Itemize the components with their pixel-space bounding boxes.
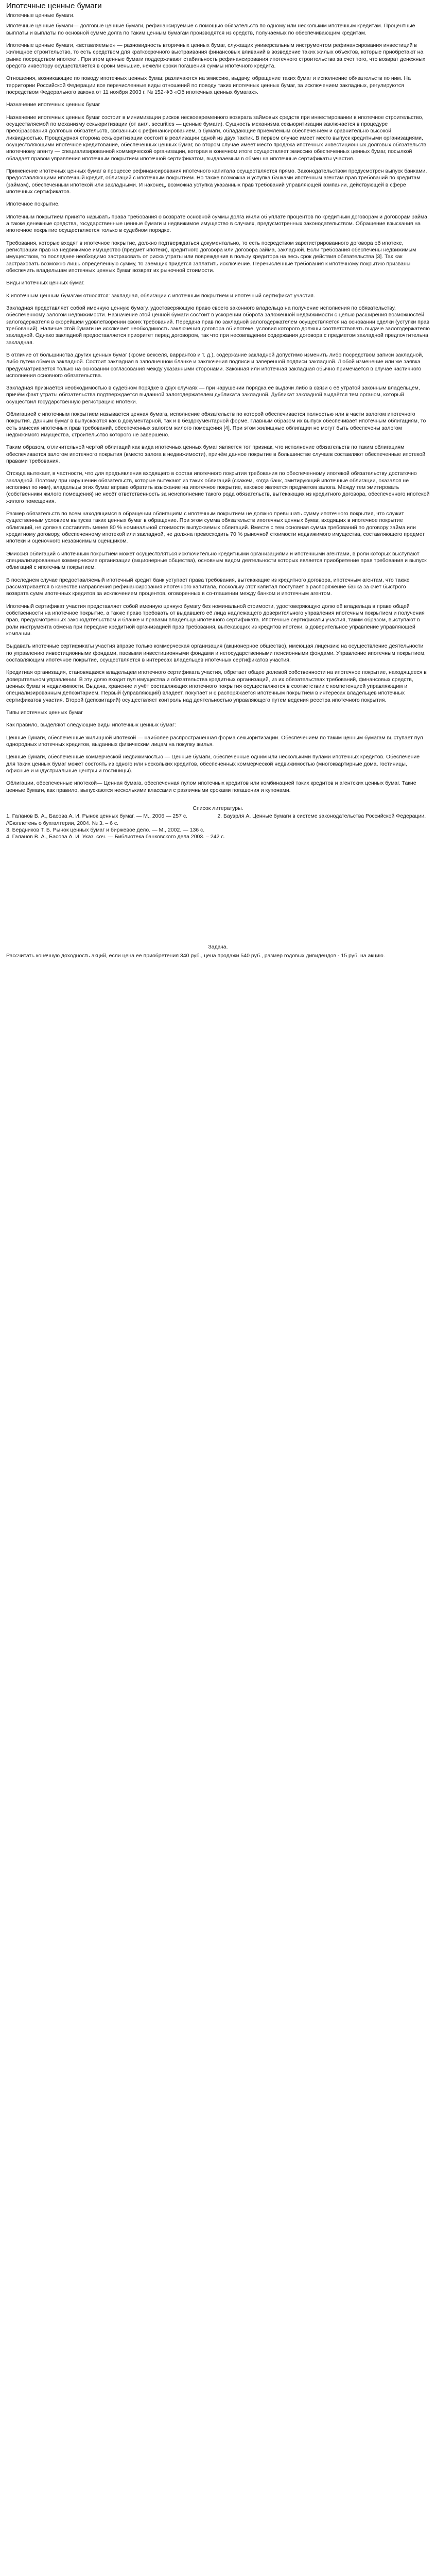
paragraph: Отношения, возникающие по поводу ипотечных ценных бумаг, различаются на эмиссию, выдачу, обращение таких бумаг и исполнение обязательств по ним. На территории Российской Федерации все перечисленные виды отношений по поводу таких ипотечных ценных бумаг, за исключением закладных, регулируются посредством Федерального закона от 11 ноября 2003 г. № 152-ФЗ «Об ипотечных ценных бумагах». (6, 75, 411, 95)
section-main (6, 214, 430, 794)
paragraph: Кредитная организация, становящаяся владельцем ипотечного сертификата участия, обретает общее долевой собственности на ипотечное покрытие, находящееся в доверительном управлении. В эту долю входит пул имущества и обязательства кредитных организаций, из их обязательствах требований, финансовых средств, ценных бумаг и недвижимости. Выдача, хранение и учёт составляющих ипотечного покрытия осуществляются в соответствии с компетенцией управляющим и специализированным депозитарием. Первый (управляющий) владеет, покупает и с распоряжается ипотечным покрытием в интересах владельцев ипотечных сертификатов участия. Второй (депозитарий) осуществляет контроль над деятельностью управляющего путем ведения реестра ипотечного покрытия. (6, 669, 427, 703)
paragraph: Назначение ипотечных ценных бумаг состоит в минимизации рисков несвоевременного возврата займовых средств при инвестировании в ипотечное строительство, осуществляемой по механизму секьюритизации (от англ. securities — ценные бумаги). Сущность механизма секьюритизации заключается в процедуре преобразования долговых обязательств, связанных с рефинансированием, в бумаги, обладающие приемлемым обеспечением и сравнительно высокой ликвидностью. Процедурная сторона секьюритизации состоит в реализации одной из двух тактик. В первом случае имеет место выпуск кредитными организациями, осуществляющими ипотечное кредитование, обеспеченных ценных бумаг, во втором случае имеет место продажа ипотечных инвестиционных долговых обязательств ипотечному агенту — специализированной коммерческой организации, которая в конечном итоге осуществляет эмиссию обеспеченных ценных бумаг, посылкой обладает правом управления ипотечным покрытием ипотечной сертификатом, выдаваемым в обмен на ипотечные сертификаты участия. (6, 114, 427, 162)
paragraph: Требования, которые входят в ипотечное покрытие, должно подтверждаться документально, то есть посредством зарегистрированного договора об ипотеке, регистрации прав на недвижимое имущество (предмет ипотеки), кредитного договора или договора займа, закладной. Если требования обеспечены недвижимым имуществом, то последнее необходимо застраховать от риска утраты или повреждения в пользу кредитора на весь срок действия обязательства [3]. Так как застраховать возможно лишь определенную сумму, то заемщик придется заплатить исключение. Перечисленные требования к ипотечному покрытию призваны обеспечить владельцам ипотечных ценных бумаг возврат их рыночной стоимости. (6, 240, 416, 274)
paragraph: Ипотечные ценные бумаги— долговые ценные бумаги, рефинансируемые с помощью обязательств по одному или нескольким ипотечным кредитам. Процентные выплаты и выплаты по основной сумме долга по таким ценным бумагам производятся из средств, получаемых по обеспечивающим кредитам. (6, 23, 415, 36)
paragraph: Применение ипотечных ценных бумаг в процессе рефинансирования ипотечного капитала осуществляется прямо. Законодательством предусмотрен выпуск банками, предоставляющими ипотечный кредит, облигаций с ипотечным покрытием. Но также возможна и уступка банками ипотечным агентам прав требований по кредитам (займам), обеспеченным ипотекой или закладными. И наконец, возможна уступка указанных прав требований управляющей компании, действующей в сфере ипотечных сертификатов. (6, 167, 427, 195)
references-title: Список литературы. (193, 805, 243, 811)
section-purpose (6, 101, 430, 208)
paragraph: К ипотечным ценным бумагам относятся: закладная, облигации с ипотечным покрытием и ипотечный сертификат участия. (6, 292, 315, 299)
paragraph: Облигацией с ипотечным покрытием называется ценная бумага, исполнение обязательств по которой обеспечивается полностью или в части залогом ипотечного покрытия. Данным бумаг в выпускаются как в документарной, так и в бездокументарной форме. Главным образом их выпуск обеспечивает ипотечным облигациям, то есть эмиссия ипотечных прав требований, обеспеченных залогом жилого помещения [4]. При этом жилищные облигации не могут быть обеспечены залогом недвижимого имущества, строительство которого не завершено. (6, 411, 426, 438)
task-section (6, 944, 430, 960)
task-text: Рассчитать конечную доходность акций, если цена ее приобретения 340 руб., цена продажи 540 руб., размер годовых дивидендов - 15 руб. на акцию. (6, 952, 385, 959)
paragraph: В отличие от большинства других ценных бумаг (кроме векселя, варрантов и т. д.), содержание закладной допустимо изменить либо посредством записи закладной, либо путем обмена закладной. Состоит закладная в заполненном бланке и заключения подписи и заверенной подписи закладной. Любой изменение или же заявка предусматривается только на основании согласования между указанными сторонами. Законная или ипотечная закладная обычно примечается в случае частичного исполнения основного обязательства. (6, 351, 424, 379)
paragraph: Виды ипотечных ценных бумаг. (6, 280, 85, 286)
paragraph: В последнем случае предоставляемый ипотечный кредит банк уступает права требования, вытекающие из кредитного договора, ипотечным агентам, что также рассматривается в качестве направления рефинансирования ипотечного капитала, поскольку этот капитал поступает в распоряжение банка за счёт быстрого возврата сумм ипотечных кредитов за исключением процентов, оговоренных в со-глашении между банком и ипотечным агентом. (6, 577, 410, 597)
document-page (0, 0, 436, 959)
blank-space (6, 841, 430, 944)
section-heading: Назначение ипотечных ценных бумаг (6, 101, 100, 108)
paragraph: Ипотечным покрытием принято называть права требования о возврате основной суммы долга и/или об уплате процентов по кредитным договорам и договорам займа, а также денежные средства, государственные ценные бумаги и недвижимое имущество в случаях, предусмотренных законодательством. Обращение взыскания на ипотечное покрытие осуществляется только в судебном порядке. (6, 213, 429, 234)
paragraph: Как правило, выделяют следующие виды ипотечных ценных бумаг: (6, 722, 176, 728)
reference-item: 3. Бердников Т. Б. Рынок ценных бумаг и биржевое дело. — М., 2002. — 136 с. (6, 826, 205, 833)
paragraph: Выдавать ипотечные сертификаты участия вправе только коммерческая организация (акционерное общество), имеющая лицензию на осуществление деятельности по управлению инвестиционными фондами, паевыми инвестиционными фондами и негосударственными пенсионными фондами. Управление ипотечным покрытием, составляющим ипотечное покрытие, осуществляется в интересах владельцев ипотечных сертификатов участия. (6, 643, 426, 663)
paragraph: Ипотечный сертификат участия представляет собой именную ценную бумагу без номинальной стоимости, удостоверяющую долю её владельца в праве общей собственности на ипотечное покрытие, а также право требовать от выдавшего её лица надлежащего доверительного управления ипотечным покрытием и получения прав, предусмотренных законодательством и бланке и правами владельца ипотечного сертификата. Ипотечные сертификаты участия, таким образом, выступают в роли инструмента обмена при передаче кредитной организацией прав требования, вытекающих из кредитов ипотеки, в доверительное управление управляющей компании. (6, 603, 425, 637)
paragraph: Ипотечное покрытие. (6, 201, 60, 208)
paragraph: Отсюда вытекает, в частности, что для предъявления входящего в состав ипотечного покрытия требования по обеспеченному ипотекой обязательству достаточно закладной. Поэтому при нарушении обязательств, которые вытекают из таких облигаций (скажем, когда банк, эмитирующий ипотечные облигации, оказался не исполнил по ним), владельцы этих бумаг вправе обратить взыскание на ипотечное покрытие, каковое является предметом залога. Между тем эмитировать (собственники жилого помещения) не несёт ответственность за неисполнение такого рода обязательств, вытекающих из кредитного договора, обеспеченного ипотекой жилого помещения. (6, 470, 430, 504)
paragraph: Эмиссия облигаций с ипотечным покрытием может осуществляться исключительно кредитными организациями и ипотечными агентами, в роли которых выступают специализированные коммерческие организации (акционерные общества), основным видом деятельности которых является приобретение прав требования и выпуск облигаций с ипотечным покрытием. (6, 550, 427, 571)
paragraph: Типы ипотечных ценных бумаг (6, 709, 83, 716)
paragraph: Закладная представляет собой именную ценную бумагу, удостоверяющую право своего законного владельца на получение исполнения по обязательству, обеспеченному залогом недвижимости. Назначение этой ценной бумаги состоит в ускорении оборота заложенной недвижимости с целью расширения возможностей залогодержателя в скорейшем удовлетворении своих требований. Передача прав по закладной залогодержателем осуществляется на основании сделки (уступки прав требований). Наличие этой бумаги не исключает необходимость заключения договора об ипотеке, условия которого должны соответствовать выдаче залогодержателю закладной. Однако закладной предоставляется приоритет перед договором, так что при несовпадении содержания договора с предметом закладной предпочтительна закладная. (6, 304, 430, 346)
page-title: Ипотечные ценные бумаги (6, 2, 102, 10)
page-subtitle: Ипотечные ценные бумаги. (6, 12, 75, 19)
paragraph: Закладная признаётся необходимостью в судебном порядке в двух случаях — при нарушении порядка её выдачи либо в связи с её утратой законным владельцем, причём факт утраты обязательства подтверждается выданной залогодержателем дубликата закладной. Дубликат закладной выдаётся тем органом, который осуществил государственную регистрацию ипотеки. (6, 385, 420, 405)
paragraph: Ценные бумаги, обеспеченные коммерческой недвижимостью — Ценные бумаги, обеспеченные одним или несколькими пулами ипотечных кредитов. Обеспечение для таких ценных бумаг может состоять из одного или нескольких кредитов, обеспеченных коммерческой недвижимостью (многоквартирные дома, гостиницы, офисные и индустриальные центры и гостиницы). (6, 754, 420, 774)
paragraph: Таким образом, отличительной чертой облигаций как вида ипотечных ценных бумаг является тот признак, что исполнение обязательств по таким облигациям обеспечивается залогом ипотечного покрытия (вместо залога в недвижимости), причём данное покрытие в большинстве случаев составляют обеспеченные ипотекой правами требования. (6, 444, 426, 465)
reference-item: 4. Галанов В. А., Басова А. И. Указ. соч. — Библиотека банковского дела 2003. – 242 с. (6, 834, 225, 840)
paragraph: Размер обязательств по всем находящимся в обращении облигациям с ипотечным покрытием не должно превышать сумму ипотечного покрытия, что служит существенным условием выпуска таких ценных бумаг в обращение. При этом сумма обязательств ипотечных ценных бумаг, входящих в ипотечное покрытие облигаций, не должна составлять менее 80 % номинальной стоимости выпускаемых облигаций. Вместе с тем основная сумма требований по договору займа или кредитному договору, обеспеченному ипотекой или закладной, не должна превосходить 70 % рыночной стоимости недвижимого имущества, составляющего предмет ипотеки и оценочного независимым оценщиком. (6, 511, 425, 545)
intro-section (6, 23, 430, 96)
reference-item: 1. Галанов В. А., Басова А. И. Рынок ценных бумаг. — М., 2006 — 257 с. 2. Бауэрля А. Ценные бумаги в системе законодательства Российской Федерации. //Бюллетень о бухгалтерии, 2004. № 3. – 6 с. (6, 813, 428, 826)
task-title: Задача. (208, 943, 228, 950)
paragraph: Ипотечные ценные бумаги, «вставляемые» — разновидность вторичных ценных бумаг, служащих универсальным инструментом рефинансирования инвестиций в жилищное строительство, то есть средством для краткосрочного выстраивания финансовых вливаний в возведение таких жилых объектов, которые приобретают на рынке посредством ипотеки . При этом ценные бумаги поддерживают стабильность рефинансирования ипотечного строительства за счет того, что возврат денежных средств инвестору осуществляется в сроки меньшие, нежели сроки погашения суммы ипотечного кредита. (6, 42, 426, 70)
paragraph: Ценные бумаги, обеспеченные жилищной ипотекой — наиболее распространенная форма секьюритизации. Обеспечением по таким ценным бумагам выступает пул однородных ипотечных кредитов, выданных физическим лицам на покупку жилья. (6, 734, 423, 748)
references-list (6, 813, 430, 840)
paragraph: Облигации, обеспеченные ипотекой— Ценная бумага, обеспеченная пулом ипотечных кредитов или комбинацией таких кредитов и агентских ценных бумаг. Такие ценные бумаги, как правило, выпускаются несколькими классами с различными сроками погашения и купонами. (6, 780, 416, 793)
